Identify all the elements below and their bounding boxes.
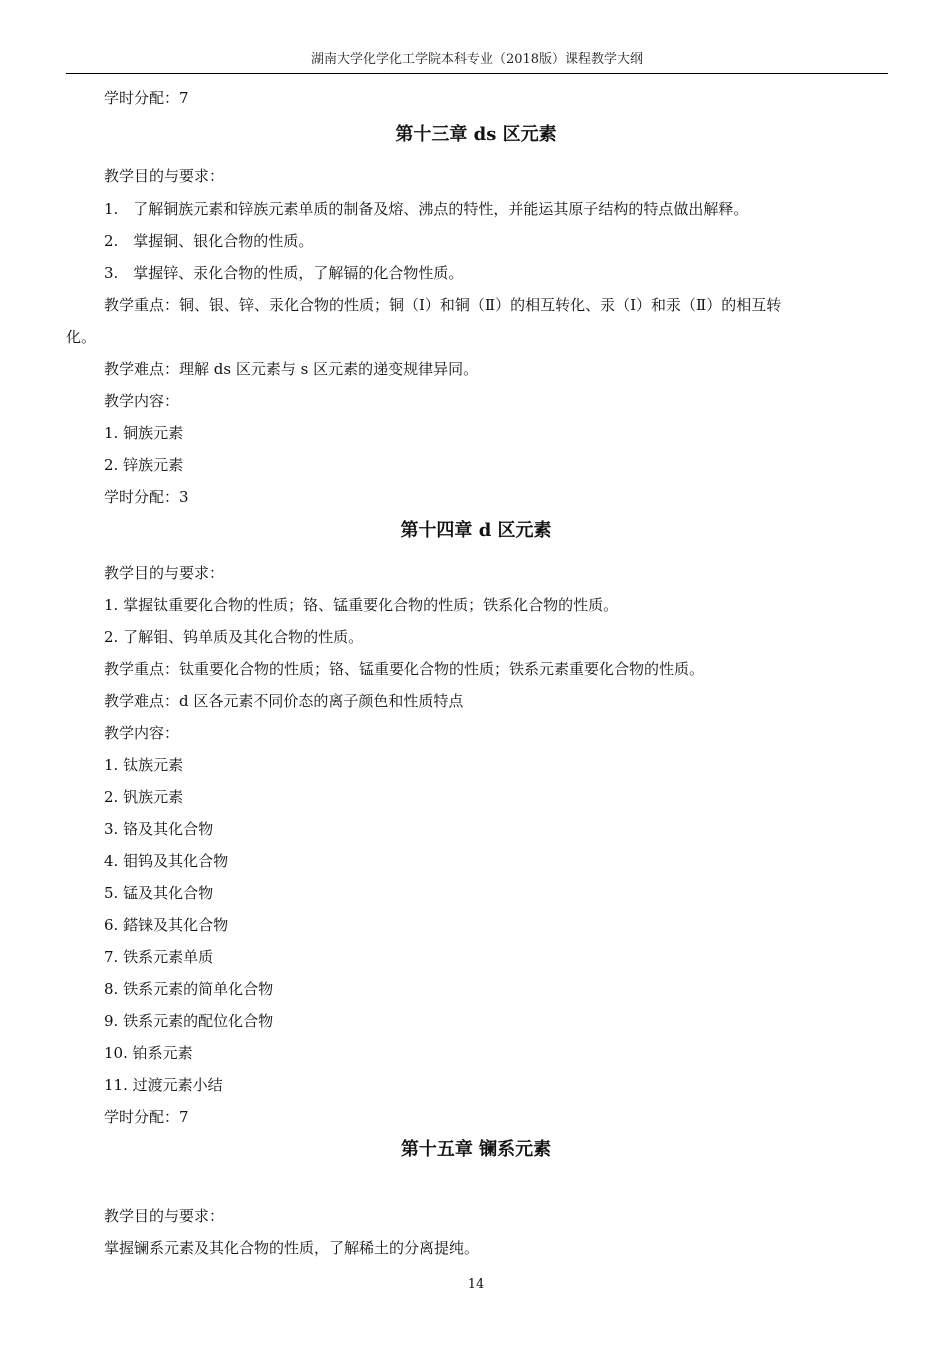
ch14-content-item: 7. 铁系元素单质 xyxy=(104,948,214,966)
ch13-goal-item: 2. 掌握铜、银化合物的性质。 xyxy=(104,232,314,250)
chapter-14-title: 第十四章 d 区元素 xyxy=(400,520,552,541)
ch14-content-item: 11. 过渡元素小结 xyxy=(104,1076,223,1094)
ch13-key-points-continued: 化。 xyxy=(66,328,97,346)
ch13-content-item: 1. 铜族元素 xyxy=(104,424,184,442)
ch14-content-item: 1. 钛族元素 xyxy=(104,756,184,774)
page-header: 湖南大学化学化工学院本科专业（2018版）课程教学大纲 xyxy=(310,52,644,67)
ch13-difficulties: 教学难点：理解 ds 区元素与 s 区元素的递变规律异同。 xyxy=(104,360,479,378)
ch15-goal-item: 掌握镧系元素及其化合物的性质，了解稀土的分离提纯。 xyxy=(104,1239,480,1257)
ch14-hours: 学时分配：7 xyxy=(104,1108,189,1126)
ch14-content-item: 6. 鎝铼及其化合物 xyxy=(104,916,229,934)
ch15-goals-label: 教学目的与要求： xyxy=(104,1207,225,1225)
ch13-goal-item: 1. 了解铜族元素和锌族元素单质的制备及熔、沸点的特性，并能运其原子结构的特点做出解释。 xyxy=(104,200,749,218)
ch13-goal-item: 3. 掌握锌、汞化合物的性质，了解镉的化合物性质。 xyxy=(104,264,464,282)
ch14-key-points: 教学重点：钛重要化合物的性质；铬、锰重要化合物的性质；铁系元素重要化合物的性质。 xyxy=(104,660,705,678)
ch13-content-item: 2. 锌族元素 xyxy=(104,456,184,474)
ch13-key-points: 教学重点：铜、银、锌、汞化合物的性质；铜（Ⅰ）和铜（Ⅱ）的相互转化、汞（Ⅰ）和汞（Ⅱ）的相互转 xyxy=(104,296,782,314)
chapter-13-title: 第十三章 ds 区元素 xyxy=(395,124,557,145)
header-rule xyxy=(66,73,888,74)
ch14-content-item: 8. 铁系元素的简单化合物 xyxy=(104,980,274,998)
ch14-goals-label: 教学目的与要求： xyxy=(104,564,225,582)
ch14-content-label: 教学内容： xyxy=(104,724,180,742)
ch14-content-item: 9. 铁系元素的配位化合物 xyxy=(104,1012,274,1030)
ch14-content-item: 4. 钼钨及其化合物 xyxy=(104,852,229,870)
ch14-content-item: 5. 锰及其化合物 xyxy=(104,884,214,902)
ch14-content-item: 10. 铂系元素 xyxy=(104,1044,193,1062)
chapter-15-title: 第十五章 镧系元素 xyxy=(400,1139,552,1160)
ch14-goal-item: 2. 了解钼、钨单质及其化合物的性质。 xyxy=(104,628,364,646)
ch14-content-item: 3. 铬及其化合物 xyxy=(104,820,214,838)
page-number: 14 xyxy=(467,1277,485,1292)
ch14-goal-item: 1. 掌握钛重要化合物的性质；铬、锰重要化合物的性质；铁系化合物的性质。 xyxy=(104,596,619,614)
ch13-content-label: 教学内容： xyxy=(104,392,180,410)
ch13-hours: 学时分配：3 xyxy=(104,488,189,506)
ch14-difficulties: 教学难点：d 区各元素不同价态的离子颜色和性质特点 xyxy=(104,692,464,710)
ch14-content-item: 2. 钒族元素 xyxy=(104,788,184,806)
prev-chapter-hours: 学时分配：7 xyxy=(104,89,189,107)
ch13-goals-label: 教学目的与要求： xyxy=(104,167,225,185)
